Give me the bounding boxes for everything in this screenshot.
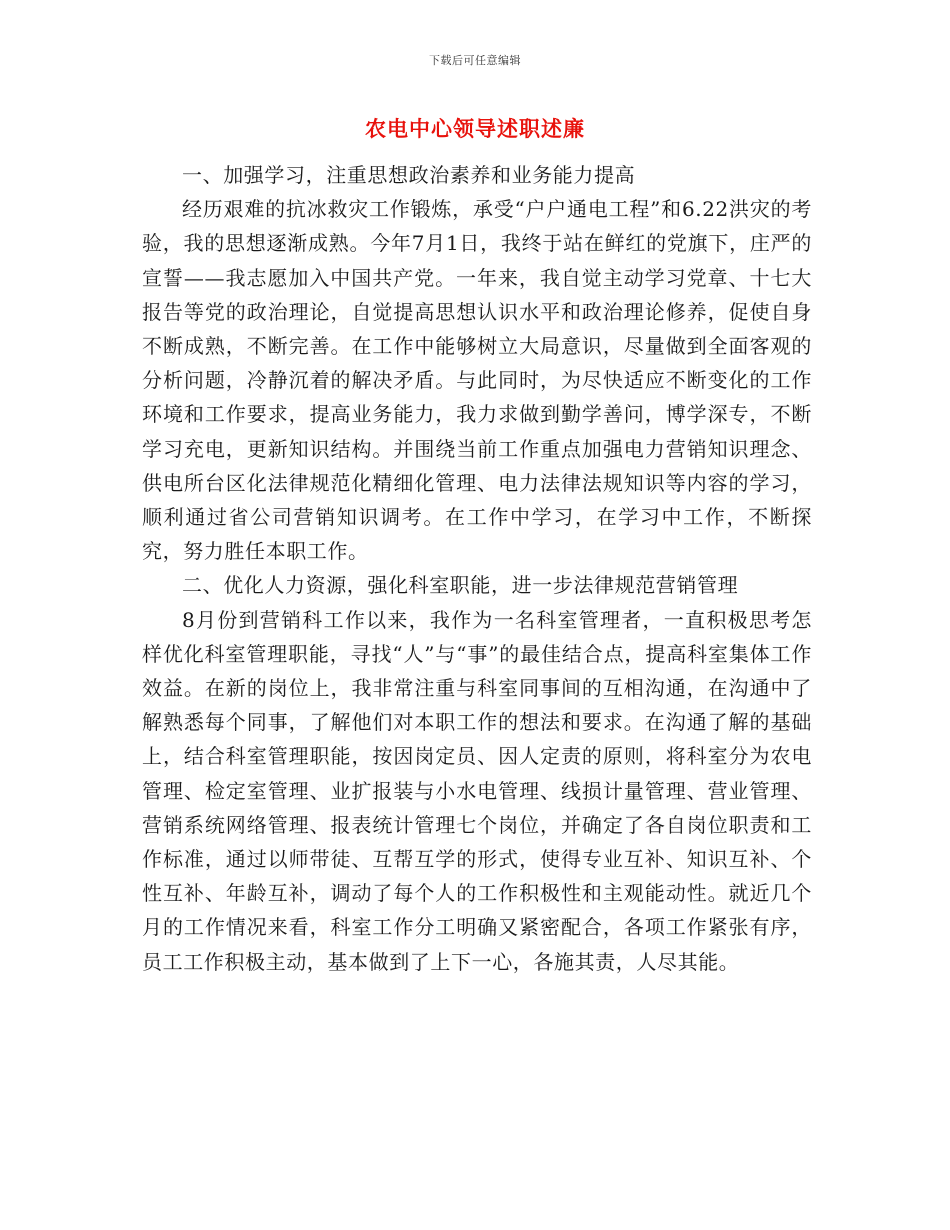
body-paragraph-1: 经历艰难的抗冰救灾工作锻炼，承受“户户通电工程”和6.22洪灾的考验，我的思想逐渐成熟。今年7月1日，我终于站在鲜红的党旗下，庄严的宣誓——我志愿加入中国共产党。一年来，我自觉主动学习党章、十七大报告等党的政治理论，自觉提高思想认识水平和政治理论修养，促使自身不断成熟，不断完善。在工作中能够树立大局意识，尽量做到全面客观的分析问题，冷静沉着的解决矛盾。与此同时，为尽快适应不断变化的工作环境和工作要求，提高业务能力，我力求做到勤学善问，博学深专，不断学习充电，更新知识结构。并围绕当前工作重点加强电力营销知识理念、供电所台区化法律规范化精细化管理、电力法律法规知识等内容的学习，顺利通过省公司营销知识调考。在工作中学习，在学习中工作，不断探究，努力胜任本职工作。 [142,197,812,564]
document-body [142,158,812,979]
body-paragraph-2: 8月份到营销科工作以来，我作为一名科室管理者，一直积极思考怎样优化科室管理职能，寻找“人”与“事”的最佳结合点，提高科室集体工作效益。在新的岗位上，我非常注重与科室同事间的互相沟通，在沟通中了解熟悉每个同事，了解他们对本职工作的想法和要求。在沟通了解的基础上，结合科室管理职能，按因岗定员、因人定责的原则，将科室分为农电管理、检定室管理、业扩报装与小水电管理、线损计量管理、营业管理、营销系统网络管理、报表统计管理七个岗位，并确定了各自岗位职责和工作标准，通过以师带徒、互帮互学的形式，使得专业互补、知识互补、个性互补、年龄互补，调动了每个人的工作积极性和主观能动性。就近几个月的工作情况来看，科室工作分工明确又紧密配合，各项工作紧张有序，员工工作积极主动，基本做到了上下一心，各施其责，人尽其能。 [142,607,812,974]
section-heading-2: 二、优化人力资源，强化科室职能，进一步法律规范营销管理 [182,573,739,598]
section-heading-1: 一、加强学习，注重思想政治素养和业务能力提高 [182,163,636,187]
document-title: 农电中心领导述职述廉 [365,116,585,141]
header-note: 下载后可任意编辑 [429,54,521,67]
